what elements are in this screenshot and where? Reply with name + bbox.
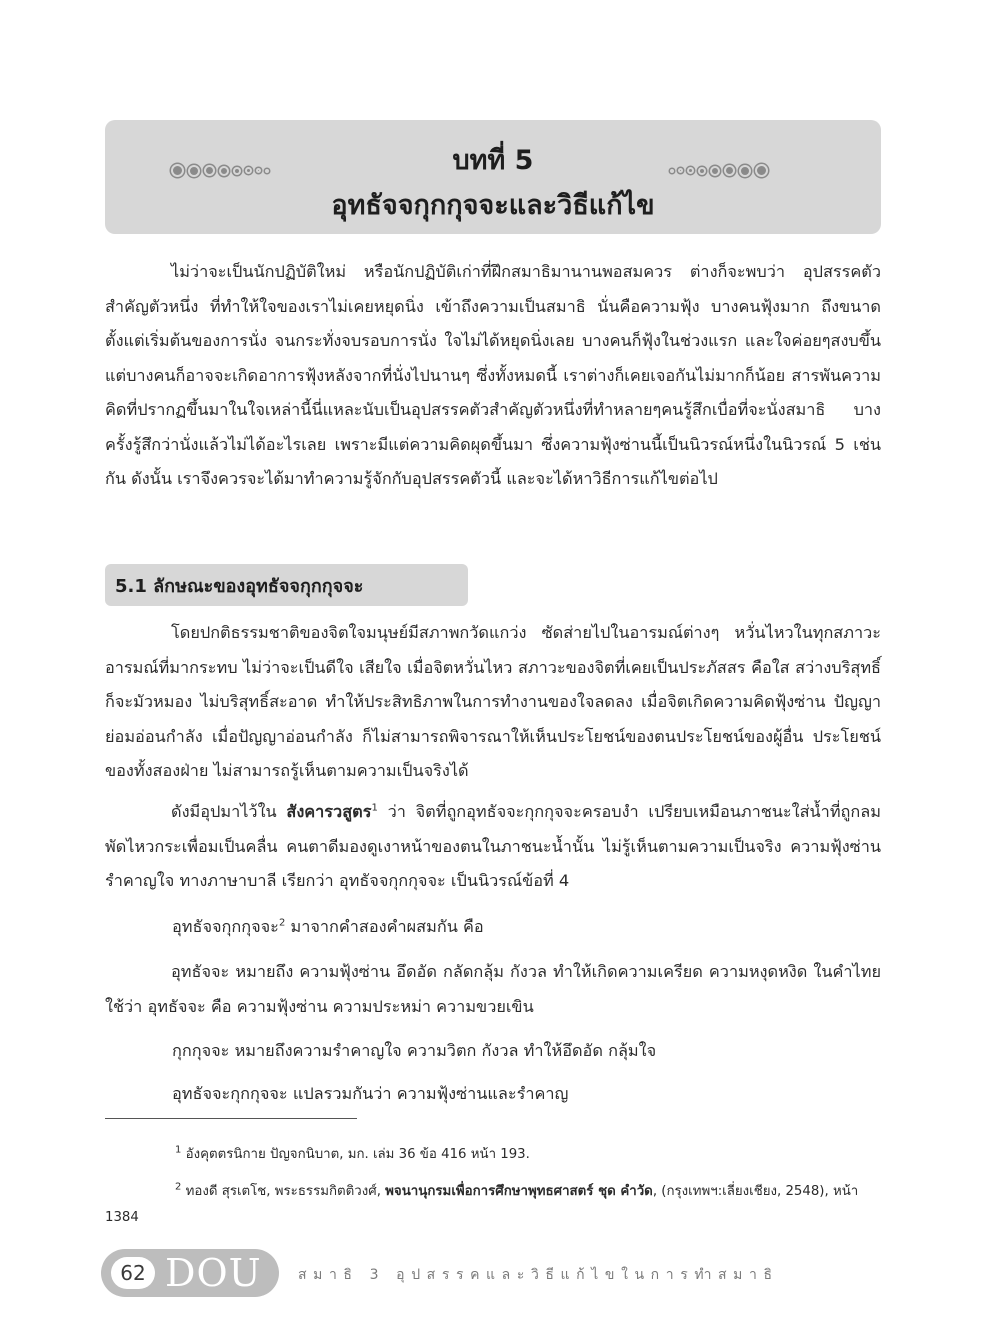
dot-ornament: [670, 169, 674, 173]
section-header: [105, 564, 468, 606]
combined-line: อุทธัจจะกุกกุจจะ แปลรวมกันว่า ความฟุ้งซ่านและรำคาญ: [172, 1084, 569, 1103]
footnote-ref-1[interactable]: 1: [371, 802, 378, 814]
dot-ornament: [724, 165, 735, 176]
chapter-number: บทที่ 5: [452, 145, 534, 176]
dot-ornament: [687, 167, 694, 174]
dot-ornament: [755, 164, 768, 177]
decorative-dots-right-icon: [670, 164, 768, 177]
footnote-1-text: อังคุตตรนิกาย ปัญจกนิบาต, มก. เล่ม 36 ข้อ 416 หน้า 193.: [181, 1147, 530, 1162]
compound-text: มาจากคำสองคำผสมกัน คือ: [285, 917, 484, 936]
footnote-2-text-after: , (กรุงเทพฯ:เลี่ยงเชียง, 2548), หน้า 1384: [105, 1184, 859, 1225]
dot-ornament: [678, 168, 683, 173]
chapter-header: [105, 120, 881, 234]
chapter-title: อุทธัจจกุกกุจจะและวิธีแก้ไข: [331, 190, 655, 221]
footnote-2: [105, 1179, 881, 1231]
kukkucca-line: กุกกุจจะ หมายถึงความรำคาญใจ ความวิตก กังวล ทำให้อึดอัด กลุ้มใจ: [172, 1041, 657, 1060]
footer-badge: [101, 1249, 279, 1297]
footnote-2-book-title: พจนานุกรมเพื่อการศึกษาพุทธศาสตร์ ชุด คำวัด: [385, 1184, 653, 1199]
compound-term: อุทธัจจกุกกุจจะ: [172, 917, 279, 936]
section-title: 5.1 ลักษณะของอุทธัจจกุกกุจจะ: [115, 576, 364, 597]
sutta-name: สังคารวสูตร: [286, 802, 372, 821]
sutta-text-after: ว่า จิตที่ถูกอุทธัจจะกุกกุจจะครอบงำ เปรียบเหมือนภาชนะใส่น้ำที่ถูกลมพัดไหวกระเพื่อมเป็นคลื่น คนตาดีมองดูเงาหน้าของตนในภาชนะน้ำนั้น ไม่รู้เห็นตามความเป็นจริง ความฟุ้งซ่านรำคาญใจ ทางภาษาบาลี เรียกว่า อุทธัจจกุกกุจจะ เป็นนิวรณ์ข้อที่ 4: [105, 802, 881, 890]
intro-paragraph: ไม่ว่าจะเป็นนักปฏิบัติใหม่ หรือนักปฏิบัติเก่าที่ฝึกสมาธิมานานพอสมควร ต่างก็จะพบว่า อุปสรรคตัวสำคัญตัวหนึ่ง ที่ทำให้ใจของเราไม่เคยหยุดนิ่ง เข้าถึงความเป็นสมาธิ นั่นคือความฟุ้ง บางคนฟุ้งมาก ถึงขนาดตั้งแต่เริ่มต้นของการนั่ง จนกระทั่งจบรอบการนั่ง ใจไม่ได้หยุดนิ่งเลย บางคนก็ฟุ้งในช่วงแรก และใจค่อยๆสงบขึ้น แต่บางคนก็อาจจะเกิดอาการฟุ้งหลังจากที่นั่งไปนานๆ ซึ่งทั้งหมดนี้ เราต่างก็เคยเจอกันไม่มากก็น้อย สารพันความคิดที่ปรากฏขึ้นมาในใจเหล่านี้นี่แหละนับเป็นอุปสรรคตัวสำคัญตัวหนึ่งที่ทำหลายๆคนรู้สึกเบื่อที่จะนั่งสมาธิ บางครั้งรู้สึกว่านั่งแล้วไม่ได้อะไรเลย เพราะมีแต่ความคิดผุดขึ้นมา ซึ่งความฟุ้งซ่านนี้เป็นนิวรณ์หนึ่งในนิวรณ์ 5 เช่นกัน ดังนั้น เราจึงควรจะได้มาทำความรู้จักกับอุปสรรคตัวนี้ และจะได้หาวิธีการแก้ไขต่อไป: [105, 262, 881, 488]
footnote-ref-2[interactable]: 2: [278, 917, 286, 929]
sutta-text-before: ดังมีอุปมาไว้ใน: [171, 802, 287, 821]
section-paragraph: โดยปกติธรรมชาติของจิตใจมนุษย์มีสภาพกวัดแกว่ง ซัดส่ายไปในอารมณ์ต่างๆ หวั่นไหวในทุกสภาวะอารมณ์ที่มากระทบ ไม่ว่าจะเป็นดีใจ เสียใจ เมื่อจิตหวั่นไหว สภาวะของจิตที่เคยเป็นประภัสสร คือใส สว่างบริสุทธิ์ก็จะมัวหมอง ไม่บริสุทธิ์สะอาด ทำให้ประสิทธิภาพในการทำงานของใจลดลง เมื่อจิตเกิดความคิดฟุ้งซ่าน ปัญญาย่อมอ่อนกำลัง เมื่อปัญญาอ่อนกำลัง ก็ไม่สามารถพิจารณาให้เห็นประโยชน์ของตนประโยชน์ของผู้อื่น ประโยชน์ของทั้งสองฝ่าย ไม่สามารถรู้เห็นตามความเป็นจริงได้: [105, 623, 881, 780]
compound-line: [172, 910, 484, 944]
footnote-1: [105, 1142, 881, 1168]
dot-ornament: [739, 165, 751, 177]
footnote-divider: [105, 1118, 357, 1119]
dot-ornament: [698, 167, 706, 175]
uddhacca-paragraph: อุทธัจจะ หมายถึง ความฟุ้งซ่าน อึดอัด กลัดกลุ้ม กังวล ทำให้เกิดความเครียด ความหงุดหงิด ในคำไทย ใช้ว่า อุทธัจจะ คือ ความฟุ้งซ่าน ความประหม่า ความขวยเขิน: [105, 962, 881, 1016]
footnote-1-number: 1: [175, 1144, 182, 1156]
sutta-paragraph: [105, 795, 881, 899]
footnote-2-text-before: ทองดี สุรเตโช, พระธรรมกิตติวงศ์,: [181, 1184, 386, 1199]
page-number: 62: [111, 1257, 155, 1289]
brand-logo: DOU: [165, 1251, 262, 1295]
dot-ornament: [710, 166, 720, 176]
footer-book-title: สมาธิ 3 อุปสรรคและวิธีแก้ไขในการทำสมาธิ: [298, 1267, 779, 1283]
footnote-2-number: 2: [175, 1181, 182, 1193]
